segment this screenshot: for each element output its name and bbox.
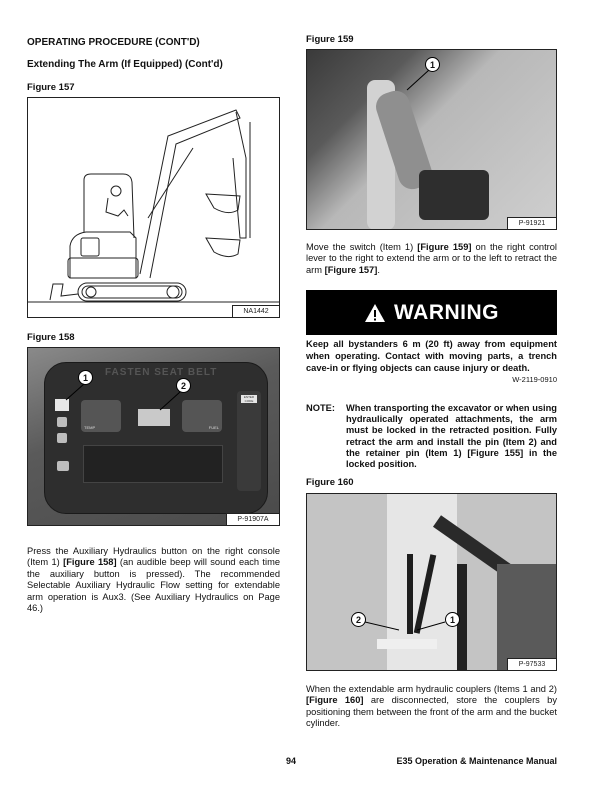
figure-158-label: Figure 158 [27,332,75,343]
page-number: 94 [286,756,297,766]
figure-160 [306,493,557,671]
figure-157-code: NA1442 [232,305,279,317]
fuel-gauge: FUEL [182,400,222,432]
callout-2: 2 [351,612,366,627]
callout-arrows [307,50,557,230]
couplers-paragraph: When the extendable arm hydraulic couplers (Items 1 and 2) [Figure 160] are disconnected, store the couplers by positioning them between the front of the arm and the bucket cylinder. [306,684,558,729]
warning-code: W-2119-0910 [512,375,557,384]
warning-triangle-icon [364,303,386,323]
note-label: NOTE: [306,403,335,413]
figure-159-code: P-91921 [507,217,556,229]
callout-1: 1 [78,370,93,385]
note [306,403,557,470]
panel-brand-strip: FASTEN SEAT BELT [105,367,218,378]
callout-1: 1 [445,612,460,627]
figure-158 [27,347,280,526]
warning-title: WARNING [394,300,499,324]
keypad: ENTER CODE [237,391,261,491]
callout-2: 2 [176,378,191,393]
figure-159-ref: [Figure 159] [417,242,472,252]
callout-arrows [28,348,280,526]
figure-157-ref: [Figure 157] [324,264,378,275]
figure-157 [27,97,280,318]
figure-160-code: P-97533 [507,658,556,670]
switch-paragraph: Move the switch (Item 1) [Figure 159] on the right control lever to the right to extend the arm or to the left to retract the arm [Figure 157]. [306,242,557,275]
subsection-title: Extending The Arm (If Equipped) (Cont'd) [27,59,223,70]
figure-159-label: Figure 159 [306,34,354,45]
note-text: When transporting the excavator or when using hydraulically operated attachments, the arm must be locked in the retracted position. Fully retract the arm and install the pin (Item 2) and the retainer pin (Item 1) [Figure 155] in the locked position. [346,403,557,470]
warning-text: Keep all bystanders 6 m (20 ft) away from equipment when operating. Contact with moving parts, a trench cave-in or flying objects can cause injury or death. [306,339,557,373]
figure-158-ref: [Figure 158] [63,557,117,568]
callout-1: 1 [425,57,440,72]
figure-157-label: Figure 157 [27,82,75,93]
figure-160-ref: [Figure 160] [306,695,364,706]
manual-title: E35 Operation & Maintenance Manual [396,756,557,766]
callout-arrows [307,494,557,671]
figure-159 [306,49,557,230]
aux-hydraulics-paragraph: Press the Auxiliary Hydraulics button on the right console (Item 1) [Figure 158] (an audible beep will sound each time the auxiliary button is pressed). The recommended Selectable Auxiliary Hydraulic Flow setting for extendable arm operation is Aux3. (See Auxiliary Hydraulics on Page 46.) [27,546,280,614]
temp-gauge: TEMP [81,400,121,432]
figure-158-code: P-91907A [226,513,279,525]
section-title: OPERATING PROCEDURE (CONT'D) [27,37,200,48]
figure-160-label: Figure 160 [306,477,354,488]
warning-banner [306,290,557,335]
excavator-line-drawing [28,98,280,318]
